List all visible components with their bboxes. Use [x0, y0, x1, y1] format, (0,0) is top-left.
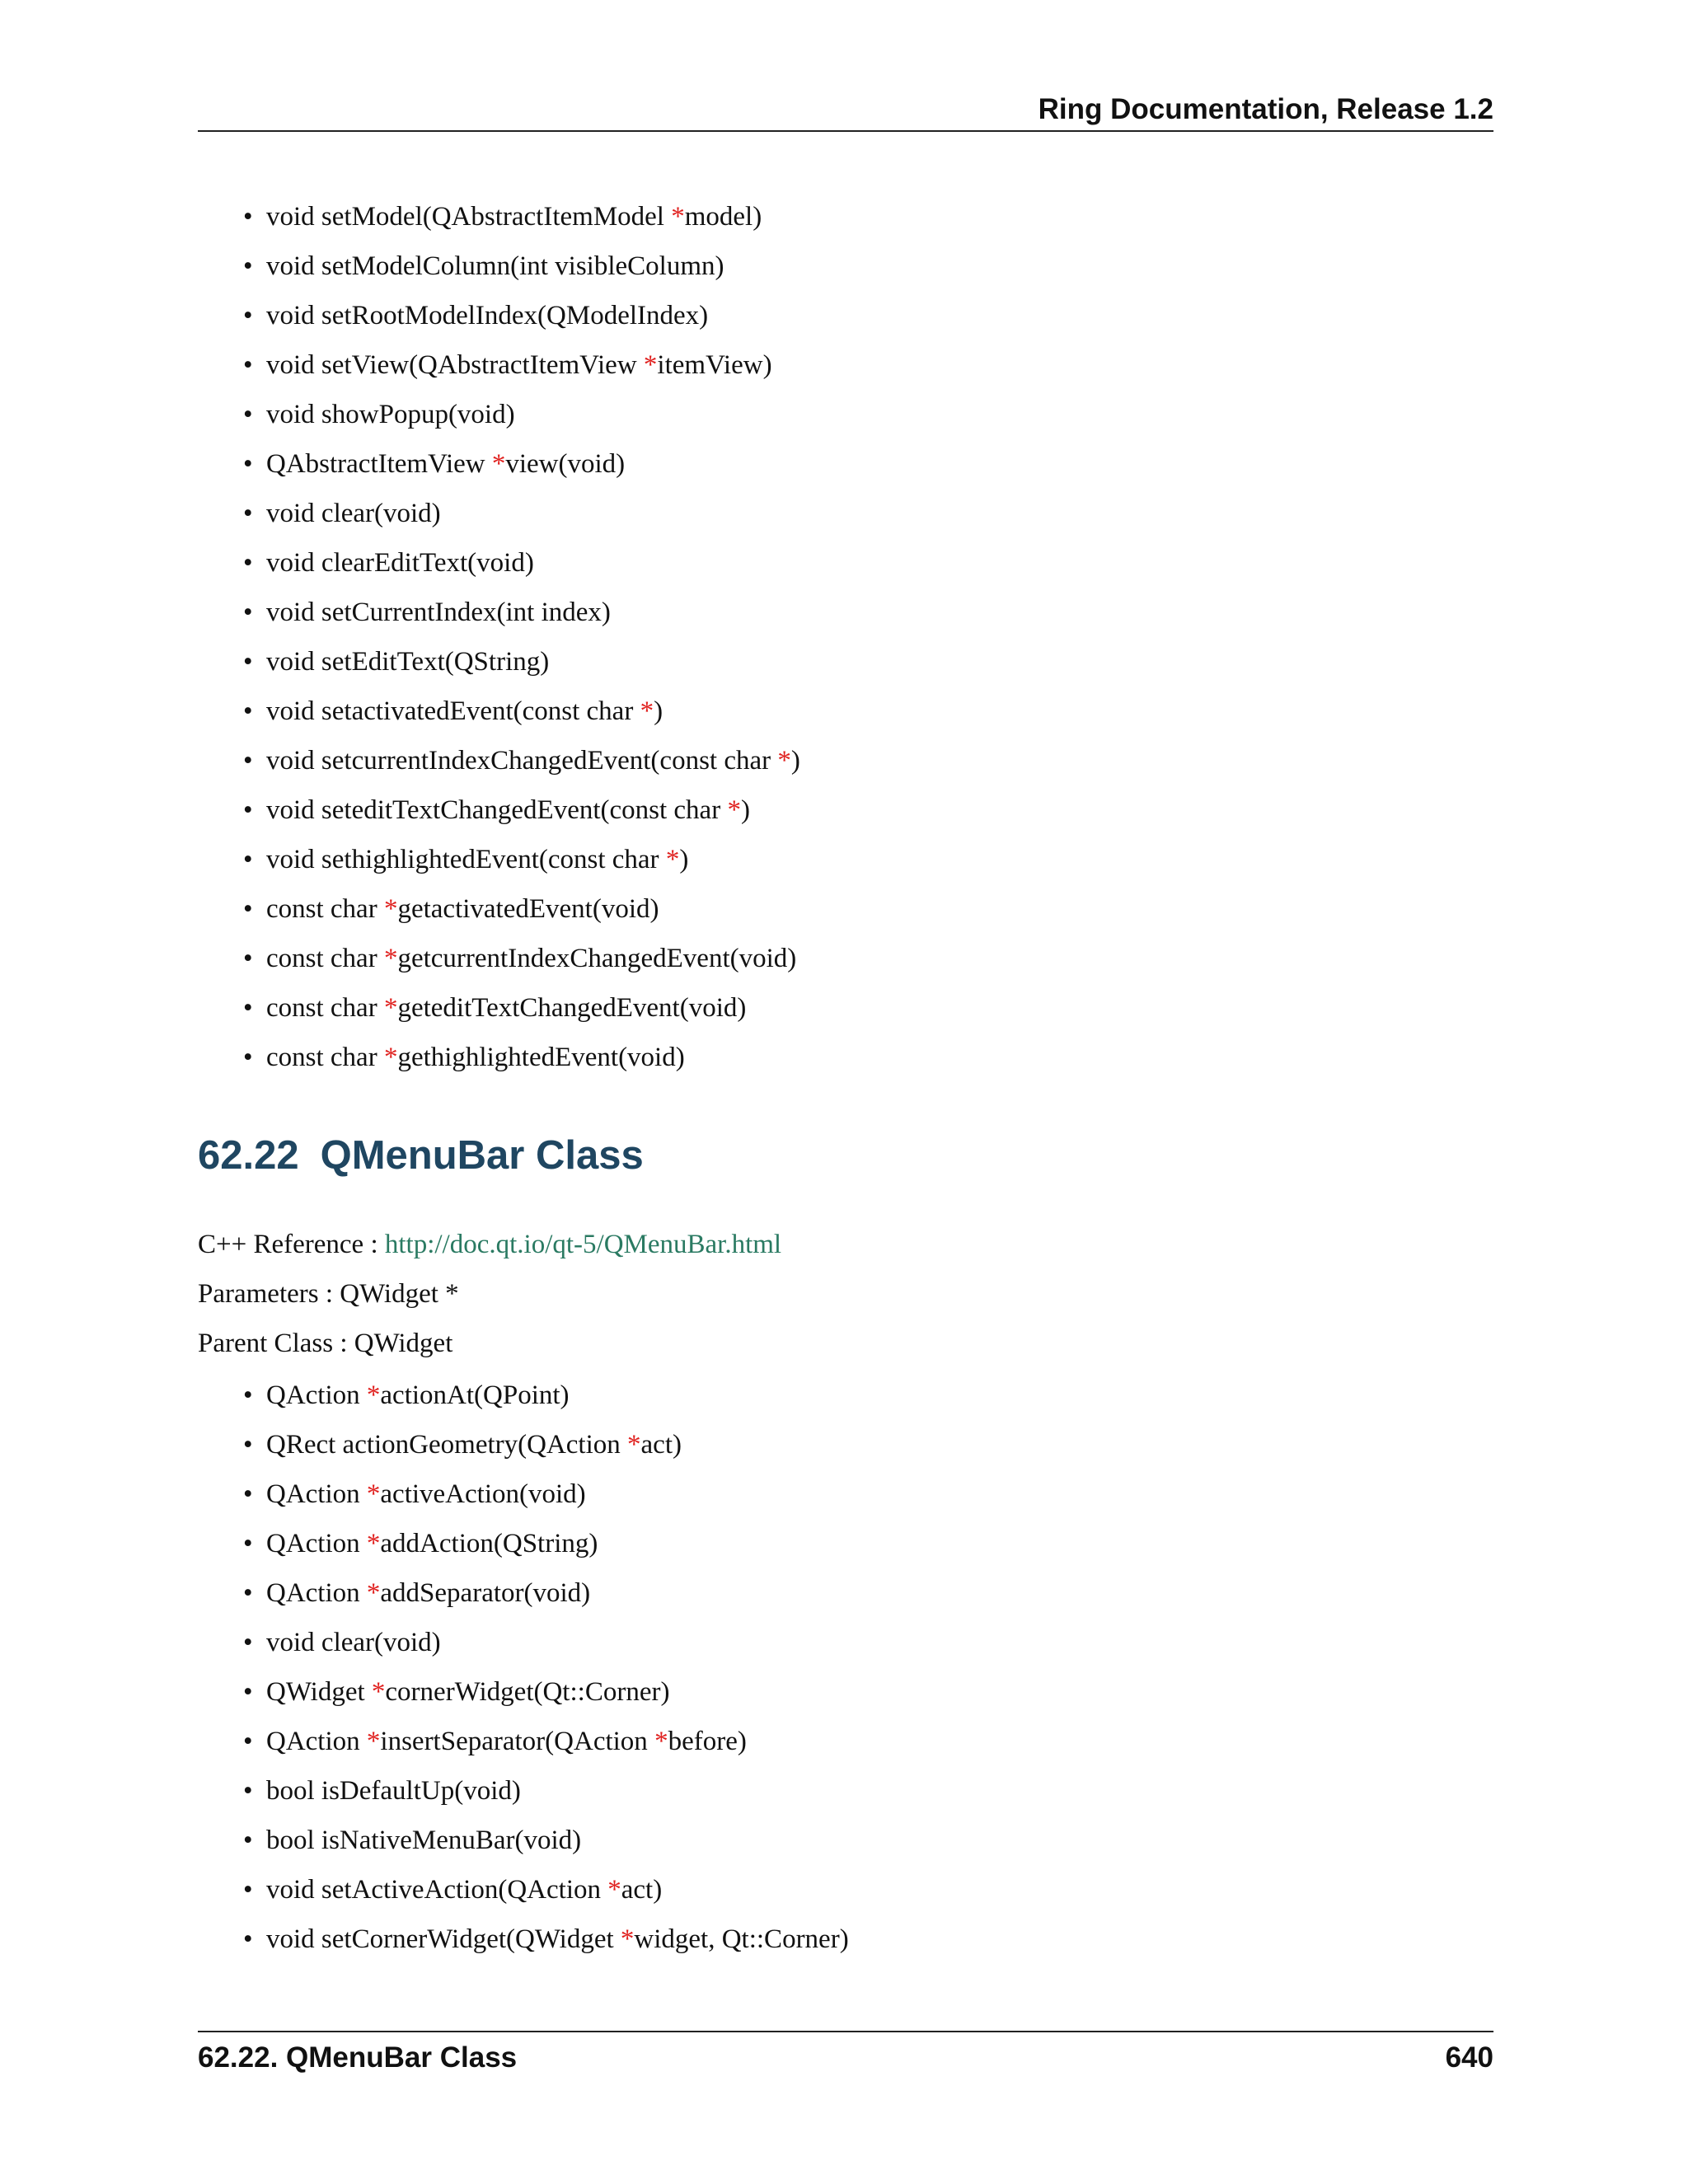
method-item: [243, 1717, 1479, 1766]
signature-text: bool isNativeMenuBar(void): [266, 1825, 582, 1855]
cpp-reference-line: [198, 1220, 781, 1269]
signature-text: insertSeparator(QAction: [380, 1727, 655, 1756]
bullet-icon: •: [243, 1727, 253, 1756]
bullet-icon: •: [243, 1043, 253, 1072]
signature-text: void showPopup(void): [266, 400, 515, 429]
pointer-asterisk: *: [383, 894, 398, 924]
section-title: QMenuBar Class: [320, 1133, 644, 1178]
method-item: [243, 934, 1479, 983]
bullet-icon: •: [243, 1776, 253, 1806]
signature-text: itemView): [657, 350, 772, 380]
bullet-icon: •: [243, 647, 253, 677]
method-item: [243, 736, 1479, 785]
signature-text: ): [654, 696, 663, 726]
method-item: [243, 192, 1479, 241]
bullet-icon: •: [243, 499, 253, 528]
pointer-asterisk: *: [366, 1529, 381, 1558]
signature-text: void seteditTextChangedEvent(const char: [266, 795, 728, 825]
method-item: [243, 1033, 1479, 1082]
cpp-reference-label: C++ Reference :: [198, 1230, 385, 1259]
bullet-icon: •: [243, 548, 253, 578]
method-item: [243, 1519, 1479, 1568]
signature-text: void clearEditText(void): [266, 548, 534, 578]
signature-text: getcurrentIndexChangedEvent(void): [397, 944, 797, 973]
pointer-asterisk: *: [620, 1924, 635, 1954]
method-item: [243, 1915, 1479, 1964]
signature-text: QAction: [266, 1578, 367, 1608]
cpp-reference-link[interactable]: http://doc.qt.io/qt-5/QMenuBar.html: [384, 1230, 782, 1259]
bullet-icon: •: [243, 251, 253, 281]
method-item: [243, 439, 1479, 489]
bullet-icon: •: [243, 202, 253, 232]
signature-text: activeAction(void): [380, 1479, 586, 1509]
signature-text: QWidget: [266, 1677, 372, 1707]
bullet-icon: •: [243, 350, 253, 380]
method-item: [243, 390, 1479, 439]
method-item: [243, 884, 1479, 934]
bullet-icon: •: [243, 795, 253, 825]
bullet-icon: •: [243, 1578, 253, 1608]
header-rule: [198, 130, 1493, 132]
bullet-icon: •: [243, 1430, 253, 1460]
signature-text: const char: [266, 993, 384, 1023]
method-list-qcombobox: [243, 192, 1479, 1082]
bullet-icon: •: [243, 1875, 253, 1905]
method-item: [243, 1816, 1479, 1865]
footer-section-label: 62.22. QMenuBar Class: [198, 2041, 518, 2074]
pointer-asterisk: *: [366, 1727, 381, 1756]
signature-text: bool isDefaultUp(void): [266, 1776, 521, 1806]
signature-text: ): [790, 746, 800, 776]
pointer-asterisk: *: [643, 350, 658, 380]
method-item: [243, 687, 1479, 736]
pointer-asterisk: *: [671, 202, 685, 232]
signature-text: getactivatedEvent(void): [397, 894, 659, 924]
signature-text: const char: [266, 944, 384, 973]
bullet-icon: •: [243, 1825, 253, 1855]
bullet-icon: •: [243, 944, 253, 973]
method-item: [243, 1618, 1479, 1667]
bullet-icon: •: [243, 598, 253, 627]
signature-text: void setModelColumn(int visibleColumn): [266, 251, 724, 281]
signature-text: void setView(QAbstractItemView: [266, 350, 644, 380]
pointer-asterisk: *: [366, 1578, 381, 1608]
signature-text: void setCornerWidget(QWidget: [266, 1924, 621, 1954]
method-item: [243, 1667, 1479, 1717]
signature-text: QAction: [266, 1727, 367, 1756]
method-item: [243, 291, 1479, 340]
signature-text: void setModel(QAbstractItemModel: [266, 202, 672, 232]
pointer-asterisk: *: [366, 1479, 381, 1509]
signature-text: geteditTextChangedEvent(void): [397, 993, 747, 1023]
bullet-icon: •: [243, 1924, 253, 1954]
bullet-icon: •: [243, 993, 253, 1023]
bullet-icon: •: [243, 301, 253, 330]
signature-text: void clear(void): [266, 1628, 441, 1657]
method-item: [243, 637, 1479, 687]
signature-text: actionAt(QPoint): [380, 1380, 570, 1410]
signature-text: model): [684, 202, 762, 232]
footer-rule: [198, 2031, 1493, 2032]
bullet-icon: •: [243, 1479, 253, 1509]
method-item: [243, 538, 1479, 588]
bullet-icon: •: [243, 746, 253, 776]
pointer-asterisk: *: [640, 696, 654, 726]
bullet-icon: •: [243, 1628, 253, 1657]
page-number: 640: [1445, 2041, 1493, 2074]
signature-text: const char: [266, 894, 384, 924]
pointer-asterisk: *: [727, 795, 741, 825]
signature-text: const char: [266, 1043, 384, 1072]
pointer-asterisk: *: [665, 845, 680, 874]
signature-text: act): [621, 1875, 663, 1905]
method-item: [243, 1469, 1479, 1519]
pointer-asterisk: *: [383, 1043, 398, 1072]
signature-text: before): [668, 1727, 747, 1756]
bullet-icon: •: [243, 449, 253, 479]
pointer-asterisk: *: [366, 1380, 381, 1410]
signature-text: widget, Qt::Corner): [634, 1924, 849, 1954]
signature-text: void setCurrentIndex(int index): [266, 598, 611, 627]
method-item: [243, 1420, 1479, 1469]
method-item: [243, 785, 1479, 835]
section-number: 62.22: [198, 1133, 299, 1178]
signature-text: void setActiveAction(QAction: [266, 1875, 608, 1905]
bullet-icon: •: [243, 845, 253, 874]
signature-text: void sethighlightedEvent(const char: [266, 845, 666, 874]
bullet-icon: •: [243, 400, 253, 429]
bullet-icon: •: [243, 1529, 253, 1558]
signature-text: void clear(void): [266, 499, 441, 528]
signature-text: cornerWidget(Qt::Corner): [385, 1677, 670, 1707]
method-item: [243, 835, 1479, 884]
signature-text: void setactivatedEvent(const char: [266, 696, 640, 726]
method-item: [243, 588, 1479, 637]
pointer-asterisk: *: [371, 1677, 386, 1707]
method-item: [243, 1371, 1479, 1420]
signature-text: ): [740, 795, 750, 825]
method-item: [243, 1766, 1479, 1816]
pointer-asterisk: *: [491, 449, 506, 479]
signature-text: void setEditText(QString): [266, 647, 550, 677]
method-item: [243, 340, 1479, 390]
method-item: [243, 983, 1479, 1033]
method-list-qmenubar: [243, 1371, 1479, 1964]
signature-text: QRect actionGeometry(QAction: [266, 1430, 628, 1460]
signature-text: QAction: [266, 1529, 367, 1558]
pointer-asterisk: *: [383, 944, 398, 973]
signature-text: void setcurrentIndexChangedEvent(const char: [266, 746, 778, 776]
parameters-line: Parameters : QWidget *: [198, 1279, 459, 1309]
signature-text: addSeparator(void): [380, 1578, 591, 1608]
pointer-asterisk: *: [607, 1875, 621, 1905]
signature-text: addAction(QString): [380, 1529, 598, 1558]
signature-text: void setRootModelIndex(QModelIndex): [266, 301, 709, 330]
parent-class-line: Parent Class : QWidget: [198, 1329, 453, 1358]
method-item: [243, 1568, 1479, 1618]
bullet-icon: •: [243, 696, 253, 726]
signature-text: ): [679, 845, 689, 874]
method-item: [243, 1865, 1479, 1915]
running-header: Ring Documentation, Release 1.2: [1038, 93, 1493, 125]
page-footer: [198, 2041, 1493, 2075]
signature-text: view(void): [505, 449, 626, 479]
pointer-asterisk: *: [654, 1727, 668, 1756]
pointer-asterisk: *: [777, 746, 791, 776]
pointer-asterisk: *: [627, 1430, 641, 1460]
signature-text: QAction: [266, 1380, 367, 1410]
bullet-icon: •: [243, 894, 253, 924]
signature-text: gethighlightedEvent(void): [397, 1043, 685, 1072]
signature-text: QAction: [266, 1479, 367, 1509]
method-item: [243, 489, 1479, 538]
bullet-icon: •: [243, 1380, 253, 1410]
section-heading: [198, 1131, 644, 1180]
bullet-icon: •: [243, 1677, 253, 1707]
signature-text: act): [640, 1430, 682, 1460]
signature-text: QAbstractItemView: [266, 449, 492, 479]
method-item: [243, 241, 1479, 291]
pointer-asterisk: *: [383, 993, 398, 1023]
